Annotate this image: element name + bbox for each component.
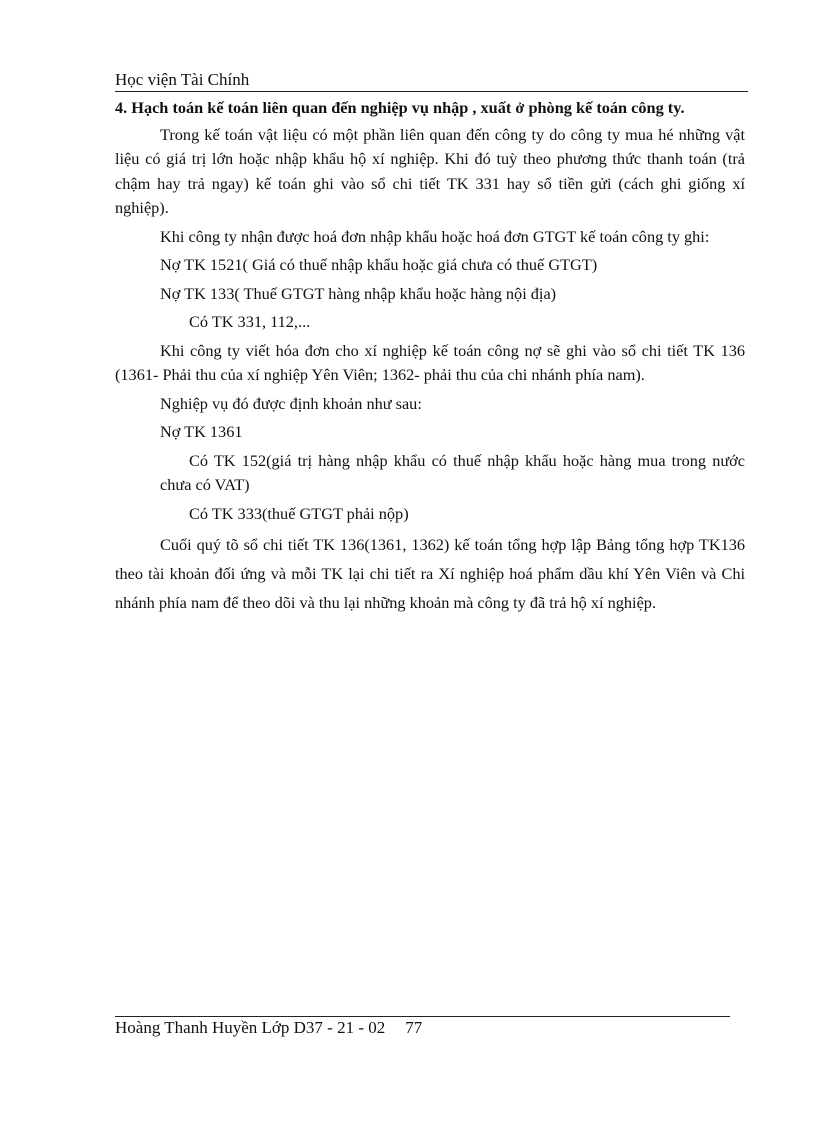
entry-credit-333: Có TK 333(thuế GTGT phải nộp)	[189, 503, 409, 523]
footer-author: Hoàng Thanh Huyền Lớp D37 - 21 - 02	[115, 1018, 386, 1037]
page-header	[115, 70, 748, 92]
page-footer	[115, 1018, 422, 1038]
paragraph-5: Cuối quý tõ sổ chi tiết TK 136(1361, 1362) kế toán tổng hợp lập Bảng tổng hợp TK136 theo tài khoản đối ứng và mỗi TK lại chi tiết ra Xí nghiệp hoá phẩm dầu khí Yên Viên và Chi nhánh phía nam để theo dõi và thu lại những khoản mà công ty đã trả hộ xí nghiệp.	[115, 535, 745, 612]
entry-credit-331: Có TK 331, 112,...	[189, 312, 311, 331]
institution-name: Học viện Tài Chính	[115, 70, 250, 89]
footer-divider	[115, 1016, 730, 1017]
paragraph-3: Khi công ty viết hóa đơn cho xí nghiệp kế toán công nợ sẽ ghi vào sổ chi tiết TK 136 (1361- Phải thu của xí nghiệp Yên Viên; 1362- phải thu của chi nhánh phía nam).	[115, 340, 745, 384]
document-body	[115, 96, 745, 621]
entry-debit-1521: Nợ TK 1521( Giá có thuế nhập khẩu hoặc giá chưa có thuế GTGT)	[160, 255, 598, 274]
entry-debit-1361: Nợ TK 1361	[160, 422, 243, 441]
entry-credit-152: Có TK 152(giá trị hàng nhập khẩu có thuế nhập khẩu hoặc hàng mua trong nước chưa có VAT)	[160, 450, 745, 494]
paragraph-4: Nghiệp vụ đó được định khoản như sau:	[160, 393, 422, 413]
entry-debit-133: Nợ TK 133( Thuế GTGT hàng nhập khẩu hoặc hàng nội địa)	[160, 283, 557, 303]
page-number: 77	[405, 1018, 423, 1037]
paragraph-1: Trong kế toán vật liệu có một phần liên quan đến công ty do công ty mua hé những vật liệu có giá trị lớn hoặc nhập khẩu hộ xí nghiệp. Khi đó tuỳ theo phương thức thanh toán (trả chậm hay trả ngay) kế toán ghi vào sổ chi tiết TK 331 hay sổ tiền gửi (cách ghi giống xí nghiệp).	[115, 124, 745, 217]
section-heading: 4. Hạch toán kế toán liên quan đến nghiệp vụ nhập , xuất ở phòng kế toán công ty.	[115, 98, 685, 117]
paragraph-2: Khi công ty nhận được hoá đơn nhập khẩu hoặc hoá đơn GTGT kế toán công ty ghi:	[160, 226, 710, 246]
